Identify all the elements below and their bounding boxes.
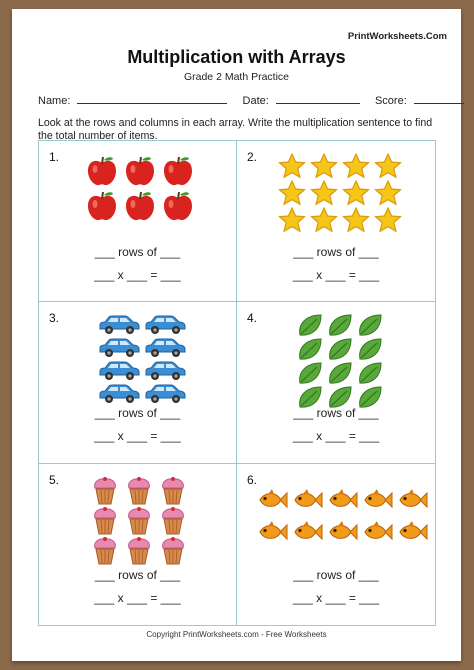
brand-label: PrintWorksheets.Com	[347, 31, 447, 42]
problem-4	[237, 302, 435, 463]
rows-of-blank[interactable]: ___ rows of ___	[94, 567, 181, 582]
leaf-icon	[327, 313, 353, 337]
cupcake-icon	[91, 536, 119, 566]
car-icon	[97, 383, 141, 405]
fish-icon	[256, 520, 288, 544]
problem-number: 4.	[247, 311, 258, 326]
score-field[interactable]	[414, 93, 464, 104]
cupcake-icon	[159, 476, 187, 506]
star-icon	[374, 153, 402, 179]
star-icon	[310, 180, 338, 206]
rows-of-blank[interactable]: ___ rows of ___	[293, 245, 379, 259]
equation-blank[interactable]: ___ x ___ = ___	[292, 590, 380, 605]
star-icon	[342, 180, 370, 206]
car-icon	[143, 337, 187, 359]
date-field[interactable]	[276, 93, 360, 104]
problem-1	[39, 141, 237, 302]
fish-icon	[291, 488, 323, 512]
apple-icon	[161, 190, 195, 222]
cupcake-icon	[159, 536, 187, 566]
car-icon	[97, 360, 141, 382]
fish-icon	[326, 520, 358, 544]
problem-number: 2.	[247, 150, 258, 164]
cupcake-icon	[91, 506, 119, 536]
problem-3	[39, 302, 237, 463]
apple-icon	[85, 155, 119, 187]
star-icon	[342, 153, 370, 179]
fish-icon	[256, 488, 288, 512]
leaf-icon	[357, 361, 383, 385]
equation-blank[interactable]: ___ x ___ = ___	[94, 429, 181, 444]
car-icon	[97, 314, 141, 336]
equation-blank[interactable]: ___ x ___ = ___	[292, 268, 380, 282]
cupcake-icon	[125, 476, 153, 506]
fish-icon	[361, 520, 393, 544]
problem-number: 1.	[49, 150, 60, 164]
car-icon	[143, 383, 187, 405]
problem-6	[237, 464, 435, 625]
star-icon	[310, 153, 338, 179]
rows-of-blank[interactable]: ___ rows of ___	[293, 406, 379, 421]
apple-icon	[85, 190, 119, 222]
problem-5	[39, 464, 237, 625]
fish-icon	[361, 488, 393, 512]
worksheet-page	[12, 9, 461, 661]
star-icon	[278, 180, 306, 206]
star-icon	[310, 207, 338, 233]
score-label: Score:	[374, 95, 407, 107]
equation-blank[interactable]: ___ x ___ = ___	[292, 429, 380, 444]
problem-2	[237, 141, 435, 302]
problem-number: 6.	[247, 472, 258, 487]
car-icon	[143, 360, 187, 382]
problem-grid	[38, 140, 436, 626]
leaf-icon	[357, 337, 383, 361]
leaf-icon	[327, 337, 353, 361]
rows-of-blank[interactable]: ___ rows of ___	[293, 567, 379, 582]
name-field[interactable]	[77, 93, 227, 104]
star-icon	[374, 180, 402, 206]
rows-of-blank[interactable]: ___ rows of ___	[94, 245, 181, 259]
page-title: Multiplication with Arrays	[127, 47, 346, 67]
cupcake-icon	[159, 506, 187, 536]
star-icon	[278, 153, 306, 179]
fish-icon	[326, 488, 358, 512]
name-label: Name:	[38, 95, 71, 107]
cupcake-icon	[91, 476, 119, 506]
rows-of-blank[interactable]: ___ rows of ___	[94, 406, 181, 421]
cupcake-icon	[125, 506, 153, 536]
car-icon	[143, 314, 187, 336]
page-subtitle: Grade 2 Math Practice	[183, 71, 290, 83]
fish-icon	[396, 488, 428, 512]
leaf-icon	[327, 361, 353, 385]
leaf-icon	[357, 313, 383, 337]
leaf-icon	[297, 361, 323, 385]
problem-number: 5.	[49, 472, 60, 487]
apple-icon	[123, 190, 157, 222]
footer-copyright: Copyright PrintWorksheets.com - Free Worksheets	[146, 630, 327, 639]
equation-blank[interactable]: ___ x ___ = ___	[94, 268, 181, 282]
apple-icon	[161, 155, 195, 187]
instructions: Look at the rows and columns in each array. Write the multiplication sentence to find the total number of items.	[38, 117, 433, 142]
problem-number: 3.	[49, 311, 60, 326]
star-icon	[278, 207, 306, 233]
date-label: Date:	[242, 95, 269, 107]
fish-icon	[291, 520, 323, 544]
apple-icon	[123, 155, 157, 187]
leaf-icon	[297, 313, 323, 337]
star-icon	[342, 207, 370, 233]
car-icon	[97, 337, 141, 359]
star-icon	[374, 207, 402, 233]
student-fields	[38, 93, 441, 107]
equation-blank[interactable]: ___ x ___ = ___	[94, 590, 181, 605]
leaf-icon	[297, 337, 323, 361]
fish-icon	[396, 520, 428, 544]
cupcake-icon	[125, 536, 153, 566]
